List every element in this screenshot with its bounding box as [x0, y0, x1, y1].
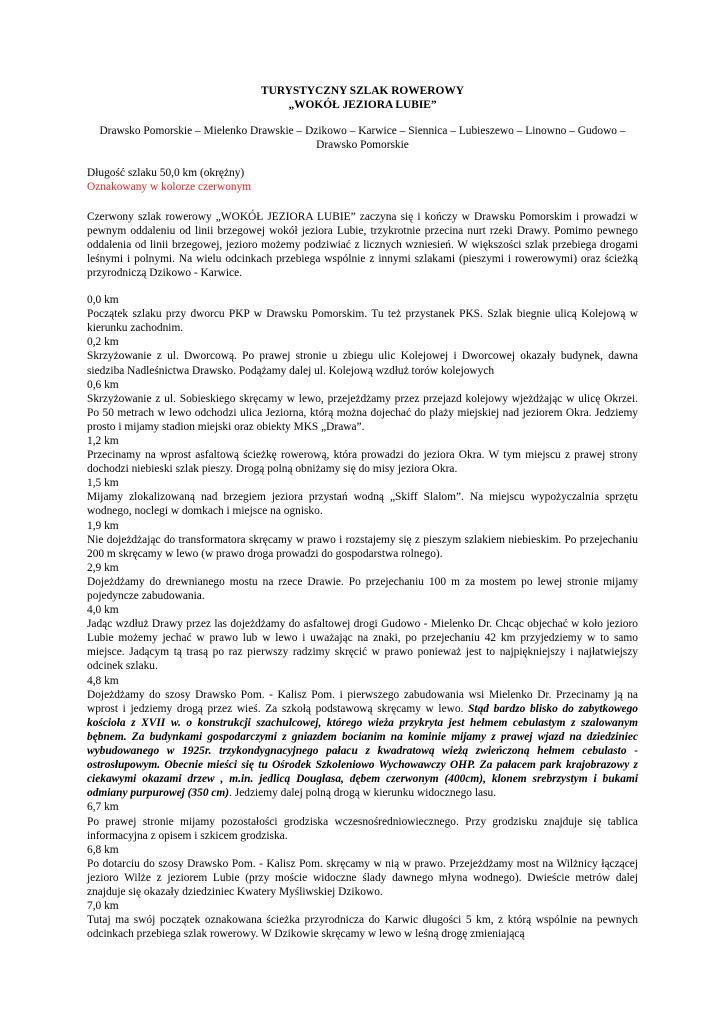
section-text: Tutaj ma swój początek oznakowana ścieżka przyrodnicza do Karwic długości 5 km, z którą wspólnie na pewnych odcinkach przebiega szlak rowerowy. W Dzikowie skręcamy w lewo w leśną drogę zmieniającą	[87, 914, 638, 941]
section-text: Skrzyżowanie z ul. Sobieskiego skręcamy w lewo, przejeżdżamy przez przejazd kolejowy wjeżdżając w ulicę Okrzei. Po 50 metrach w lewo odchodzi ulica Jeziorna, którą można dojechać do plaży miejskiej nad jeziorem Okra. Jedziemy prosto i mijamy stadion miejski oraz obiekty MKS „Drawa”.	[87, 392, 638, 433]
section-text-emphasis: Stąd bardzo blisko do zabytkowego kościoła z XVII w. o konstrukcji szachulcowej, którego wieża przykryta jest hełmem cebulastym z szalowanym bębnem. Za budynkami gospodarczymi z gniazdem bocianim na kominie mijamy z prawej wjazd na dziedziniec wybudowanego w 1925r. trzykondygnacyjnego pałacu z kwadratową wieżą zwieńczoną hełmem cebulasto - ostrosłupowym. Obecnie mieści się tu Ośrodek Szkoleniowo Wychowawczy OHP. Za pałacem park krajobrazowy z ciekawymi okazami drzew , m.in. jedlicą Douglasa, dębem czerwonym (400cm), klonem srebrzystym i bukami odmiany purpurowej (350 cm)	[87, 702, 638, 800]
section-km: 6,8 km	[87, 843, 119, 856]
section-km: 0,0 km	[87, 294, 119, 307]
section-text: Po dotarciu do szosy Drawsko Pom. - Kalisz Pom. skręcamy w nią w prawo. Przejeżdżamy most na Wilżnicy łączącej jezioro Wilże z jeziorem Lubie (przy moście widoczne ślady dawnego młyna wodnego). Dwieście metrów dalej znajduje się okazały dziedziniec Kwatery Myśliwskiej Dzikowo.	[87, 857, 638, 898]
section-text-mixed	[87, 688, 638, 801]
section-km: 0,6 km	[87, 378, 119, 391]
section-text: Nie dojeżdżając do transformatora skręcamy w prawo i rozstajemy się z pieszym szlakiem niebieskim. Po przejechaniu 200 m skręcamy w lewo (w prawo droga prowadzi do gospodarstwa rolnego).	[87, 533, 638, 560]
section-text: Jadąc wzdłuż Drawy przez las dojeżdżamy do asfaltowej drogi Gudowo - Mielenko Dr. Chcąc objechać w koło jezioro Lubie możemy jechać w prawo lub w lewo i uważając na znaki, po przejechaniu 42 km przyjedziemy w to samo miejsce. Jadącym tą trasą po raz pierwszy radzimy skręcić w prawo ponieważ jest to najpiękniejszy i najłatwiejszy odcinek szlaku.	[87, 618, 638, 673]
section-km: 1,5 km	[87, 477, 119, 490]
section-text-plain-end: . Jedziemy dalej polną drogą w kierunku widocznego lasu.	[229, 787, 497, 800]
intro-paragraph: Czerwony szlak rowerowy „WOKÓŁ JEZIORA LUBIE” zaczyna się i kończy w Drawsku Pomorskim i prowadzi w pewnym oddaleniu od linii brzegowej wokół jeziora Lubie, trzykrotnie przecina nurt rzeki Drawy. Pomimo pewnego oddalenia od linii brzegowej, jezioro możemy podziwiać z licznych wzniesień. W większości szlak przebiega drogami leśnymi i polnymi. Na wielu odcinkach przebiega wspólnie z innymi szlakami (pieszymi i rowerowymi) oraz ścieżką przyrodniczą Dzikowo - Karwice.	[87, 210, 638, 279]
section-km: 0,2 km	[87, 336, 119, 349]
section-km: 1,9 km	[87, 519, 119, 532]
document-page	[87, 84, 638, 941]
section-text: Po prawej stronie mijamy pozostałości grodziska wczesnośredniowiecznego. Przy grodzisku znajduje się tablica informacyjna z opisem i szkicem grodziska.	[87, 815, 638, 842]
section-text: Przecinamy na wprost asfaltową ścieżkę rowerową, która prowadzi do jeziora Okra. W tym miejscu z prawej strony dochodzi niebieski szlak pieszy. Drogą polną obniżamy się do misy jeziora Okra.	[87, 449, 638, 476]
section-km: 4,8 km	[87, 674, 119, 687]
section-km: 6,7 km	[87, 801, 119, 814]
section-text-plain: Dojeżdżamy do szosy Drawsko Pom. - Kalisz Pom. i pierwszego zabudowania wsi Mielenko Dr. Przecinamy ją na wprost i jedziemy drogą przez wieś. Za szkołą podstawową skręcamy w lewo.	[87, 688, 638, 715]
trail-length: Długość szlaku 50,0 km (okrężny)	[87, 167, 245, 180]
section-text: Początek szlaku przy dworcu PKP w Drawsku Pomorskim. Tu też przystanek PKS. Szlak biegnie ulicą Kolejową w kierunku zachodnim.	[87, 308, 638, 335]
document-title-line-1: TURYSTYCZNY SZLAK ROWEROWY	[261, 85, 464, 97]
section-km: 2,9 km	[87, 561, 119, 574]
section-text: Dojeżdżamy do drewnianego mostu na rzece Drawie. Po przejechaniu 100 m za mostem po lewej stronie mijamy pojedyncze zabudowania.	[87, 575, 638, 602]
route-description: Drawsko Pomorskie – Mielenko Drawskie – Dzikowo – Karwice – Siennica – Lubieszewo – Linowno – Gudowo – Drawsko Pomorskie	[99, 125, 626, 152]
section-text: Mijamy zlokalizowaną nad brzegiem jeziora przystań wodną „Skiff Slalom”. Na miejscu wypożyczalnia sprzętu wodnego, noclegi w domkach i miejsce na ognisko.	[87, 491, 638, 518]
trail-marking: Oznakowany w kolorze czerwonym	[87, 181, 252, 194]
trail-sections	[87, 293, 638, 941]
section-km: 7,0 km	[87, 900, 119, 913]
section-km: 4,0 km	[87, 604, 119, 617]
section-km: 1,2 km	[87, 434, 119, 447]
section-text: Skrzyżowanie z ul. Dworcową. Po prawej stronie u zbiegu ulic Kolejowej i Dworcowej okazały budynek, dawna siedziba Nadleśnictwa Drawsko. Podążamy dalej ul. Kolejową wzdłuż torów kolejowych	[87, 350, 638, 377]
document-title-line-2: „WOKÓŁ JEZIORA LUBIE”	[288, 99, 437, 112]
